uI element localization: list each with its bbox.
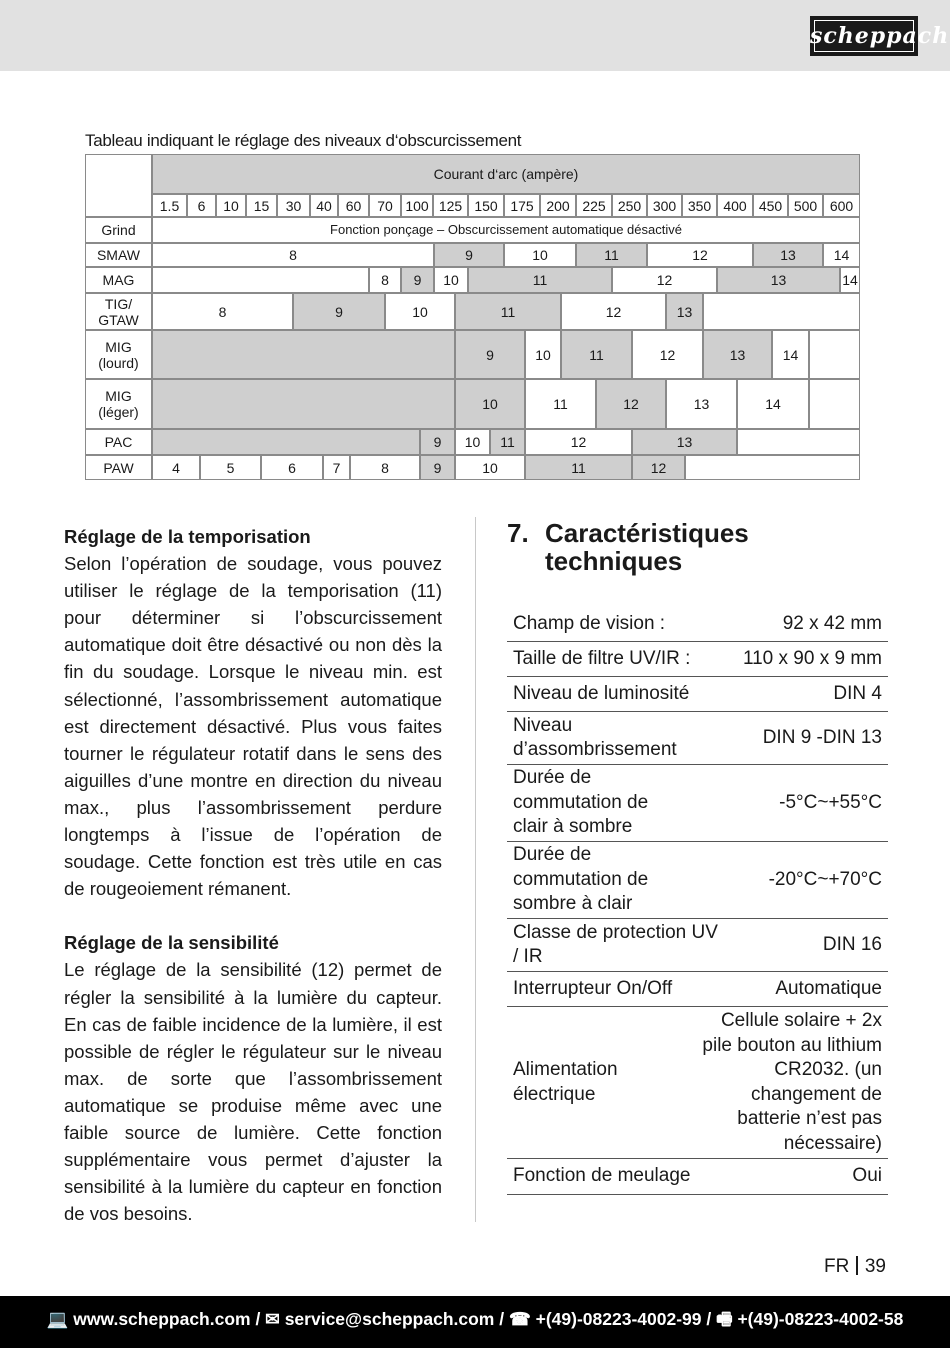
current-col-7: 70 — [369, 194, 401, 217]
row-label-0: Grind — [85, 217, 152, 243]
current-col-17: 400 — [717, 194, 753, 217]
current-col-14: 250 — [612, 194, 647, 217]
shade-cell-7-8: 12 — [632, 455, 685, 480]
current-col-6: 60 — [338, 194, 369, 217]
spec-value: DIN 16 — [822, 933, 882, 955]
current-col-8: 100 — [401, 194, 433, 217]
sensitivity-heading: Réglage de la sensibilité — [64, 932, 279, 954]
spec-value: 92 x 42 mm — [782, 612, 882, 634]
current-col-1: 6 — [187, 194, 216, 217]
spec-row — [507, 607, 888, 642]
row-label-1: SMAW — [85, 243, 152, 267]
shade-cell-4-4: 12 — [632, 330, 703, 379]
shade-cell-7-2: 6 — [261, 455, 323, 480]
scheppach-logo: scheppach — [810, 16, 918, 56]
row-label-7: PAW — [85, 455, 152, 480]
spec-key: Durée de commutation de sombre à clair — [513, 844, 649, 915]
page-lang: FR — [824, 1256, 850, 1277]
current-col-3: 15 — [246, 194, 277, 217]
spec-row — [507, 919, 888, 972]
shade-cell-3-6 — [703, 293, 860, 330]
shade-cell-5-2: 11 — [525, 379, 596, 429]
header-bar — [0, 0, 950, 71]
shade-cell-5-0 — [152, 379, 455, 429]
spec-row — [507, 972, 888, 1007]
shade-cell-7-3: 7 — [323, 455, 350, 480]
page-num: 39 — [864, 1256, 886, 1277]
shade-cell-3-1: 9 — [293, 293, 385, 330]
current-col-19: 500 — [788, 194, 823, 217]
shade-cell-1-4: 12 — [647, 243, 753, 267]
current-col-16: 350 — [682, 194, 717, 217]
spec-value: Oui — [852, 1165, 882, 1187]
shade-cell-7-9 — [685, 455, 860, 480]
spec-key: Alimentation électrique — [513, 1059, 618, 1105]
spec-value: DIN 9 -DIN 13 — [762, 726, 882, 748]
table-title: Tableau indiquant le réglage des niveaux d‘obscurcissement — [85, 131, 522, 150]
shade-cell-5-6 — [809, 379, 860, 429]
current-col-18: 450 — [753, 194, 788, 217]
spec-key: Durée de commutation de clair à sombre — [513, 767, 649, 838]
shade-cell-1-5: 13 — [753, 243, 823, 267]
spec-key: Niveau de luminosité — [513, 682, 690, 704]
spec-row — [507, 1159, 888, 1195]
shade-cell-0-0: Fonction ponçage – Obscurcissement automatique désactivé — [152, 217, 860, 243]
current-col-9: 125 — [433, 194, 468, 217]
current-col-2: 10 — [216, 194, 246, 217]
shade-cell-1-1: 9 — [434, 243, 504, 267]
row-label-4: MIG (lourd) — [85, 330, 152, 379]
shade-cell-2-3: 10 — [434, 267, 468, 293]
row-label-2: MAG — [85, 267, 152, 293]
spec-value: DIN 4 — [833, 682, 882, 704]
shade-cell-5-1: 10 — [455, 379, 525, 429]
shade-cell-5-3: 12 — [596, 379, 666, 429]
shade-cell-2-6: 13 — [717, 267, 840, 293]
spec-value: Cellule solaire + 2x pile bouton au lithium CR2032. (un changement de batterie n’est pas nécessaire) — [702, 1010, 882, 1154]
shade-level-table — [85, 154, 860, 480]
table-header: Courant d‘arc (ampère) — [152, 154, 860, 194]
delay-paragraph: Selon l’opération de soudage, vous pouvez utiliser le réglage de la temporisation (11) pour déterminer si l’obscurcissement automatique doit être désactivé ou non dès la fin du soudage. Lorsque le niveau min. est sélectionné, l’assombrissement automatique est directement désactivé. Plus vous faites tourner le régulateur rotatif dans le sens des aiguilles d’une montre en direction du niveau max., plus l’assombrissement perdure longtemps à l’issue de l’opération de soudage. Cette fonction est très utile en cas de rougeoiement rémanent. — [64, 553, 442, 900]
shade-cell-7-5: 9 — [420, 455, 455, 480]
shade-cell-7-0: 4 — [152, 455, 200, 480]
spec-row — [507, 642, 888, 677]
shade-cell-3-3: 11 — [455, 293, 561, 330]
footer-bar — [0, 1296, 950, 1348]
spec-value: -20°C~+70°C — [768, 868, 882, 890]
shade-cell-2-1: 8 — [369, 267, 401, 293]
shade-cell-6-5: 13 — [632, 429, 737, 455]
spec-row — [507, 677, 888, 712]
shade-cell-6-4: 12 — [525, 429, 632, 455]
row-label-5: MIG (léger) — [85, 379, 152, 429]
shade-cell-6-6 — [737, 429, 860, 455]
spec-key: Taille de filtre UV/IR : — [513, 647, 691, 669]
shade-cell-1-6: 14 — [823, 243, 860, 267]
spec-row — [507, 1007, 888, 1159]
shade-cell-5-4: 13 — [666, 379, 737, 429]
page-number — [824, 1256, 886, 1278]
spec-value: -5°C~+55°C — [779, 791, 882, 813]
shade-cell-6-2: 10 — [455, 429, 490, 455]
spec-key: Classe de protection UV / IR — [513, 921, 718, 967]
shade-cell-7-6: 10 — [455, 455, 525, 480]
shade-cell-4-1: 9 — [455, 330, 525, 379]
current-col-15: 300 — [647, 194, 682, 217]
shade-cell-4-7 — [809, 330, 860, 379]
shade-cell-2-7: 14 — [840, 267, 860, 293]
shade-cell-3-0: 8 — [152, 293, 293, 330]
shade-cell-2-0 — [152, 267, 369, 293]
section-title: Caractéristiques techniques — [545, 518, 749, 576]
shade-cell-4-5: 13 — [703, 330, 772, 379]
current-col-12: 200 — [540, 194, 576, 217]
shade-cell-3-4: 12 — [561, 293, 666, 330]
shade-cell-7-1: 5 — [200, 455, 261, 480]
row-label-3: TIG/ GTAW — [85, 293, 152, 330]
footer-contact: 💻 www.scheppach.com / ✉ service@scheppach.com / ☎ +(49)-08223-4002-99 / 🖷 +(49)-08223-4002-58 — [46, 1309, 904, 1329]
row-label-6: PAC — [85, 429, 152, 455]
spec-key: Champ de vision : — [513, 612, 666, 634]
shade-cell-4-3: 11 — [561, 330, 632, 379]
shade-cell-3-2: 10 — [385, 293, 455, 330]
shade-cell-4-0 — [152, 330, 455, 379]
shade-cell-1-3: 11 — [576, 243, 647, 267]
current-col-11: 175 — [504, 194, 540, 217]
shade-cell-7-7: 11 — [525, 455, 632, 480]
section-number: 7. — [507, 518, 529, 548]
shade-cell-5-5: 14 — [737, 379, 809, 429]
spec-row — [507, 765, 888, 842]
shade-cell-3-5: 13 — [666, 293, 703, 330]
delay-heading: Réglage de la temporisation — [64, 526, 311, 547]
current-col-10: 150 — [468, 194, 504, 217]
spec-key: Niveau d’assombrissement — [513, 714, 677, 760]
spec-row — [507, 842, 888, 919]
spec-row — [507, 712, 888, 765]
current-col-0: 1.5 — [152, 194, 187, 217]
shade-cell-6-0 — [152, 429, 420, 455]
current-col-4: 30 — [277, 194, 310, 217]
spec-key: Fonction de meulage — [513, 1165, 691, 1187]
current-col-13: 225 — [576, 194, 612, 217]
shade-cell-2-4: 11 — [468, 267, 612, 293]
shade-cell-6-1: 9 — [420, 429, 455, 455]
shade-cell-2-5: 12 — [612, 267, 717, 293]
spec-key: Interrupteur On/Off — [513, 977, 673, 999]
current-col-5: 40 — [310, 194, 338, 217]
shade-cell-6-3: 11 — [490, 429, 525, 455]
shade-cell-4-2: 10 — [525, 330, 561, 379]
column-divider — [475, 517, 476, 1222]
table-corner — [85, 154, 152, 217]
shade-cell-1-0: 8 — [152, 243, 434, 267]
shade-cell-7-4: 8 — [350, 455, 420, 480]
spec-table — [507, 607, 888, 1195]
shade-cell-1-2: 10 — [504, 243, 576, 267]
left-column — [64, 523, 442, 1227]
spec-value: Automatique — [775, 977, 882, 999]
shade-cell-4-6: 14 — [772, 330, 809, 379]
current-col-20: 600 — [823, 194, 860, 217]
spec-value: 110 x 90 x 9 mm — [742, 647, 882, 669]
shade-cell-2-2: 9 — [401, 267, 434, 293]
sensitivity-paragraph: Le réglage de la sensibilité (12) permet de régler la sensibilité à la lumière du capteur. En cas de faible incidence de la lumière, il est possible de régler le régulateur sur le niveau max. de sorte que l’assombrissement automatique se produise même avec une faible source de lumière. Cette fonction supplémentaire vous permet d’ajuster la sensibilité à la lumière du capteur en fonction de vos besoins. — [64, 959, 442, 1225]
